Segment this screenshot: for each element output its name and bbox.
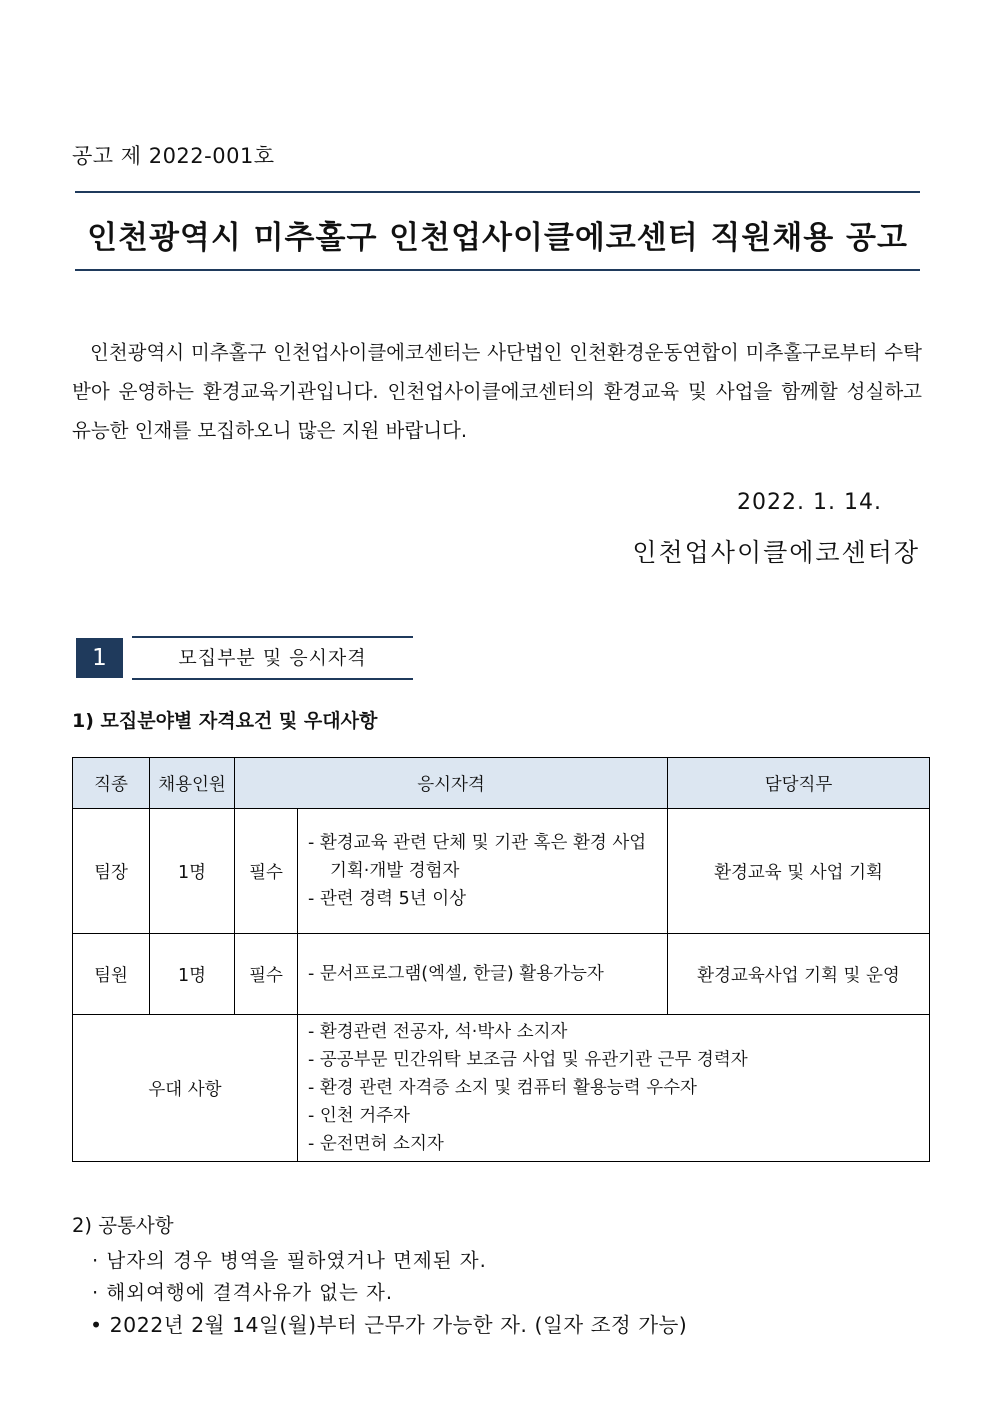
- common-item: · 남자의 경우 병역을 필하였거나 면제된 자.: [92, 1249, 487, 1272]
- cell-job: 팀장: [73, 809, 150, 934]
- qualification-item: - 관련 경력 5년 이상: [308, 889, 467, 909]
- requirements-table: [72, 757, 930, 1162]
- qualification-item: - 환경교육 관련 단체 및 기관 혹은 환경 사업 기획·개발 경험자: [308, 833, 647, 881]
- cell-duty: 환경교육사업 기획 및 운영: [668, 934, 930, 1015]
- qualification-item: - 문서프로그램(엑셀, 한글) 활용가능자: [308, 964, 604, 984]
- cell-count: 1명: [150, 934, 235, 1015]
- subsection-title-1: 1) 모집분야별 자격요건 및 우대사항: [72, 710, 378, 732]
- cell-qualifications: [298, 934, 668, 1015]
- title-bottom-rule: [75, 269, 920, 271]
- section-title: 모집부분 및 응시자격: [132, 636, 413, 680]
- cell-duty: 환경교육 및 사업 기획: [668, 809, 930, 934]
- section-number-badge: 1: [76, 638, 123, 678]
- preferred-label: 우대 사항: [73, 1015, 298, 1162]
- common-item: · 해외여행에 결격사유가 없는 자.: [92, 1281, 394, 1304]
- preferred-item: - 공공부문 민간위탁 보조금 사업 및 유관기관 근무 경력자: [308, 1050, 748, 1070]
- page-title: 인천광역시 미추홀구 인천업사이클에코센터 직원채용 공고: [87, 220, 908, 256]
- header-qualification: 응시자격: [235, 758, 668, 809]
- cell-required: 필수: [235, 809, 298, 934]
- notice-number: 공고 제 2022-001호: [72, 144, 275, 168]
- header-duty: 담당직무: [668, 758, 930, 809]
- table-row: [73, 934, 930, 1015]
- subsection-title-2: 2) 공통사항: [72, 1214, 174, 1237]
- preferred-item: - 인천 거주자: [308, 1106, 410, 1126]
- preferred-row: [73, 1015, 930, 1162]
- preferred-item: - 운전면허 소지자: [308, 1134, 444, 1154]
- cell-qualifications: [298, 809, 668, 934]
- preferred-item: - 환경 관련 자격증 소지 및 컴퓨터 활용능력 우수자: [308, 1078, 697, 1098]
- header-count: 채용인원: [150, 758, 235, 809]
- cell-job: 팀원: [73, 934, 150, 1015]
- cell-count: 1명: [150, 809, 235, 934]
- notice-date: 2022. 1. 14.: [737, 490, 882, 515]
- title-top-rule: [75, 191, 920, 193]
- preferred-item: - 환경관련 전공자, 석·박사 소지자: [308, 1022, 568, 1042]
- table-row: [73, 809, 930, 934]
- issuer-name: 인천업사이클에코센터장: [632, 538, 920, 567]
- preferred-items: [298, 1015, 930, 1162]
- intro-paragraph: 인천광역시 미추홀구 인천업사이클에코센터는 사단법인 인천환경운동연합이 미추홀구로부터 수탁받아 운영하는 환경교육기관입니다. 인천업사이클에코센터의 환경교육 및 사업을 함께할 성실하고 유능한 인재를 모집하오니 많은 지원 바랍니다.: [72, 341, 922, 442]
- cell-required: 필수: [235, 934, 298, 1015]
- common-item: • 2022년 2월 14일(월)부터 근무가 가능한 자. (일자 조정 가능): [90, 1313, 688, 1337]
- header-job: 직종: [73, 758, 150, 809]
